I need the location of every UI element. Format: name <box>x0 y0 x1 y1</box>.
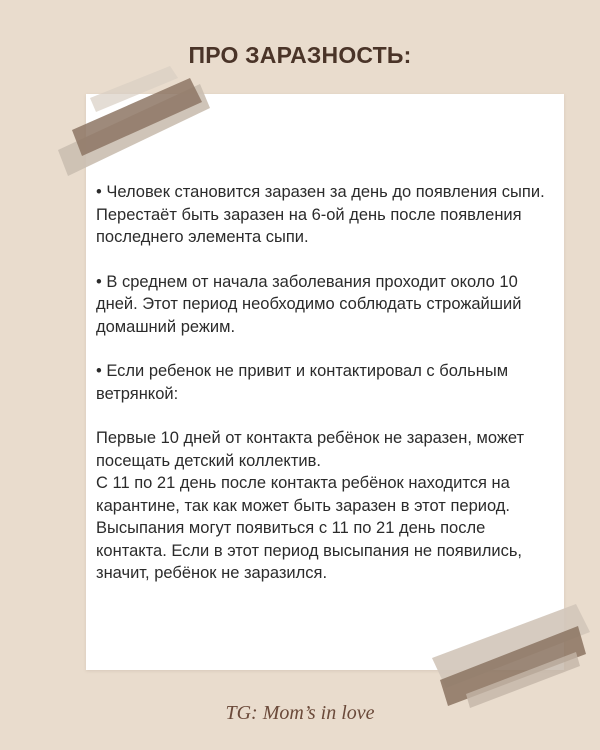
detail-first-10-days: Первые 10 дней от контакта ребёнок не заразен, может посещать детский коллектив. <box>96 429 525 470</box>
detail-rash-window: Высыпания могут появиться с 11 по 21 день после контакта. Если в этот период высыпания не появились, значит, ребёнок не заразился. <box>96 519 522 582</box>
detail-quarantine: С 11 по 21 день после контакта ребёнок находится на карантине, так как может быть заразен в этот период. <box>96 474 510 515</box>
paragraph-contagious-period: • Человек становится заразен за день до появления сыпи. Перестаёт быть заразен на 6-ой день после появления последнего элемента сыпи. <box>96 183 545 246</box>
body-text <box>96 181 546 585</box>
tape-bottom-right <box>426 596 596 716</box>
page-title: ПРО ЗАРАЗНОСТЬ: <box>188 42 412 68</box>
footer-credit: TG: Mom’s in love <box>225 702 375 724</box>
paragraph-contact-intro: • Если ребенок не привит и контактировал с больным ветрянкой: <box>96 362 509 403</box>
tape-top-left <box>50 58 220 183</box>
paragraph-illness-duration: • В среднем от начала заболевания проходит около 10 дней. Этот период необходимо соблюдать строжайший домашний режим. <box>96 272 522 336</box>
